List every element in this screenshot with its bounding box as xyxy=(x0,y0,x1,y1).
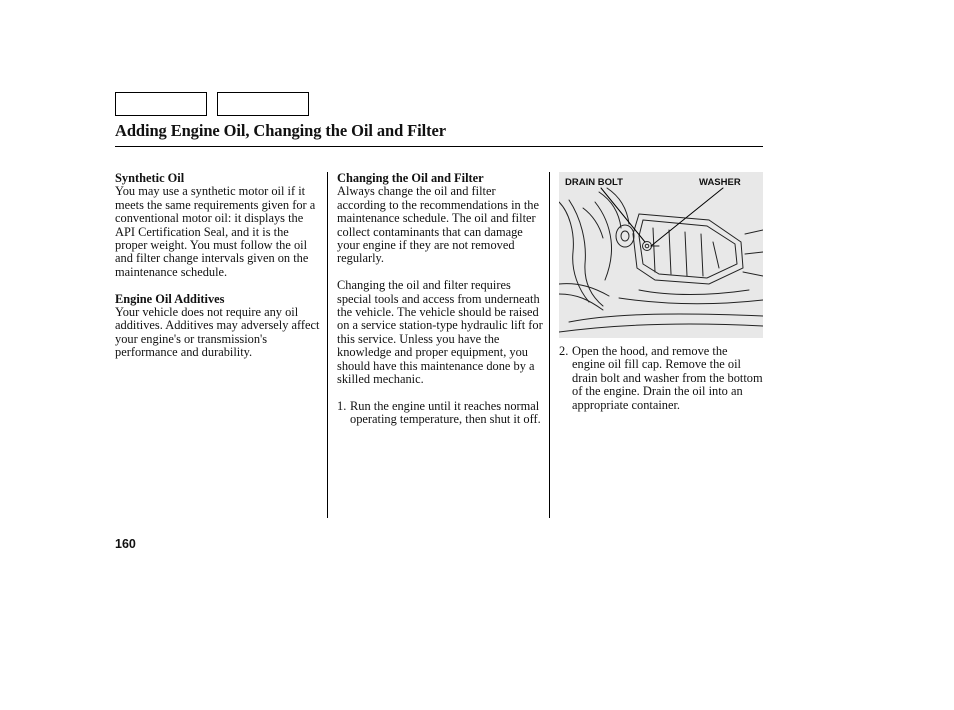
page-number: 160 xyxy=(115,537,136,551)
column-middle xyxy=(337,172,543,427)
step-1 xyxy=(337,400,543,427)
column-left xyxy=(115,172,321,360)
changing-heading: Changing the Oil and Filter xyxy=(337,171,484,185)
additives-body: Your vehicle does not require any oil additives. Additives may adversely affect your engine's or transmission's performance and durability. xyxy=(115,304,320,360)
title-divider xyxy=(115,146,763,147)
column-divider-2 xyxy=(549,172,550,518)
additives-heading: Engine Oil Additives xyxy=(115,291,225,306)
step-1-number: 1. xyxy=(337,398,347,413)
engine-underside-drawing xyxy=(559,172,763,338)
nav-tab-box-1[interactable] xyxy=(115,92,207,116)
synthetic-oil-heading: Synthetic Oil xyxy=(115,171,185,185)
page-title: Adding Engine Oil, Changing the Oil and Filter xyxy=(115,121,446,140)
nav-tab-box-2[interactable] xyxy=(217,92,309,116)
synthetic-oil-body: You may use a synthetic motor oil if it meets the same requirements given for a conventional motor oil: it displays the API Certification Seal, and it is the proper weight. You must follow the oil and filter change intervals given on the maintenance schedule. xyxy=(115,184,316,279)
step-2-number: 2. xyxy=(559,344,569,358)
washer-label: WASHER xyxy=(699,177,741,188)
drain-bolt-illustration xyxy=(559,172,763,338)
column-right xyxy=(559,345,763,412)
drain-bolt-label: DRAIN BOLT xyxy=(565,177,623,188)
changing-body-2: Changing the oil and filter requires special tools and access from underneath the vehicle. The vehicle should be raised on a service station-type hydraulic lift for this service. Unless you have the knowledge and proper equipment, you should have this maintenance done by a skilled mechanic. xyxy=(337,278,543,386)
changing-body-1: Always change the oil and filter according to the recommendations in the maintenance schedule. The oil and filter collect contaminants that can damage your engine if they are not removed regularly. xyxy=(337,184,539,266)
column-divider-1 xyxy=(327,172,328,518)
step-2 xyxy=(559,345,763,412)
step-2-text: Open the hood, and remove the engine oil fill cap. Remove the oil drain bolt and washer from the bottom of the engine. Drain the oil into an appropriate container. xyxy=(572,344,763,412)
step-1-text: Run the engine until it reaches normal operating temperature, then shut it off. xyxy=(350,398,541,427)
